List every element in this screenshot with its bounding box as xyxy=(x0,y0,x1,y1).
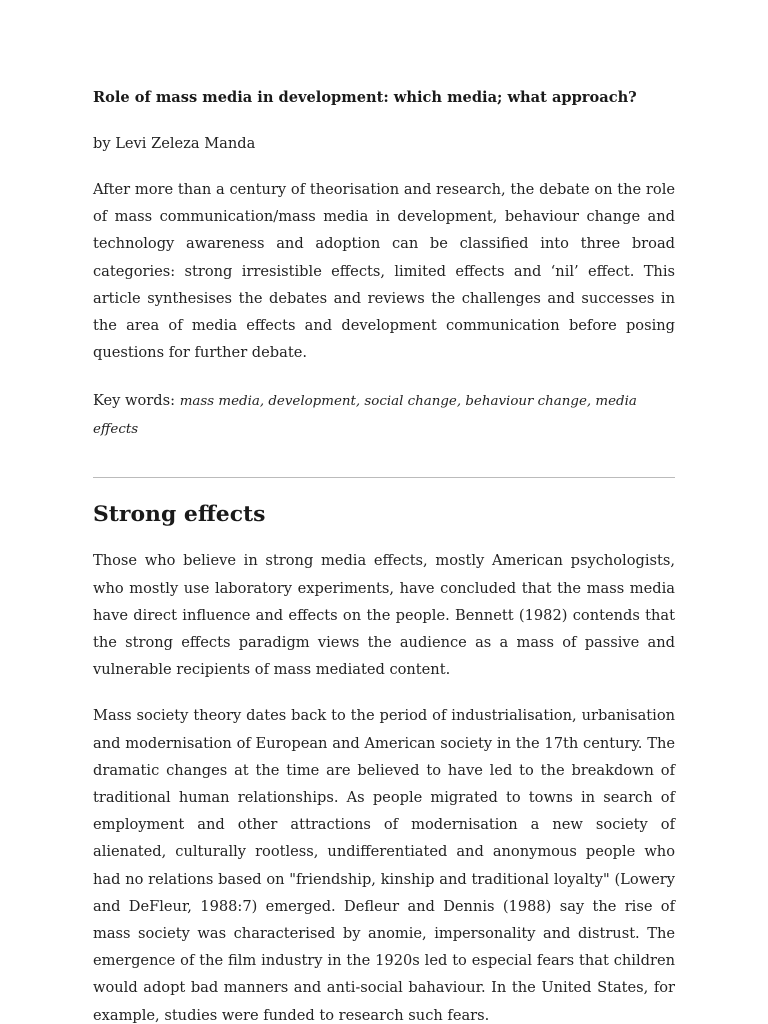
keywords-label: Key words: xyxy=(93,392,176,410)
keywords-list: mass media, development, social change, behaviour change, media effects xyxy=(93,394,637,438)
abstract-paragraph: After more than a century of theorisation and research, the debate on the role of mass communication/mass media in development, behaviour change and technology awareness and adoption can be classified into three broad categories: strong irresistible effects, limited effects and ‘nil’ effect. This article synthesises the debates and reviews the challenges and successes in the area of media effects and development communication before posing questions for further debate. xyxy=(93,181,675,362)
author-byline: by Levi Zeleza Manda xyxy=(93,135,256,152)
body-paragraph: Those who believe in strong media effects, mostly American psychologists, who mostly use laboratory experiments, have concluded that the mass media have direct influence and effects on the people. Bennett (1982) contends that the strong effects paradigm views the audience as a mass of passive and vulnerable recipients of mass mediated content. xyxy=(93,552,675,679)
section-heading-strong-effects: Strong effects xyxy=(93,501,266,528)
section-divider xyxy=(93,477,675,478)
body-paragraph: Mass society theory dates back to the period of industrialisation, urbanisation and modernisation of European and American society in the 17th century. The dramatic changes at the time are believed to have led to the breakdown of traditional human relationships. As people migrated to towns in search of employment and other attractions of modernisation a new society of alienated, culturally rootless, undifferentiated and anonymous people who had no relations based on "friendship, kinship and traditional loyalty" (Lowery and DeFleur, 1988:7) emerged. Defleur and Dennis (1988) say the rise of mass society was characterised by anomie, impersonality and distrust. The emergence of the film industry in the 1920s led to especial fears that children would adopt bad manners and anti-social bahaviour. In the United States, for example, studies were funded to research such fears. xyxy=(93,707,675,1024)
keywords-line xyxy=(93,387,675,443)
document-title: Role of mass media in development: which media; what approach? xyxy=(93,89,637,106)
